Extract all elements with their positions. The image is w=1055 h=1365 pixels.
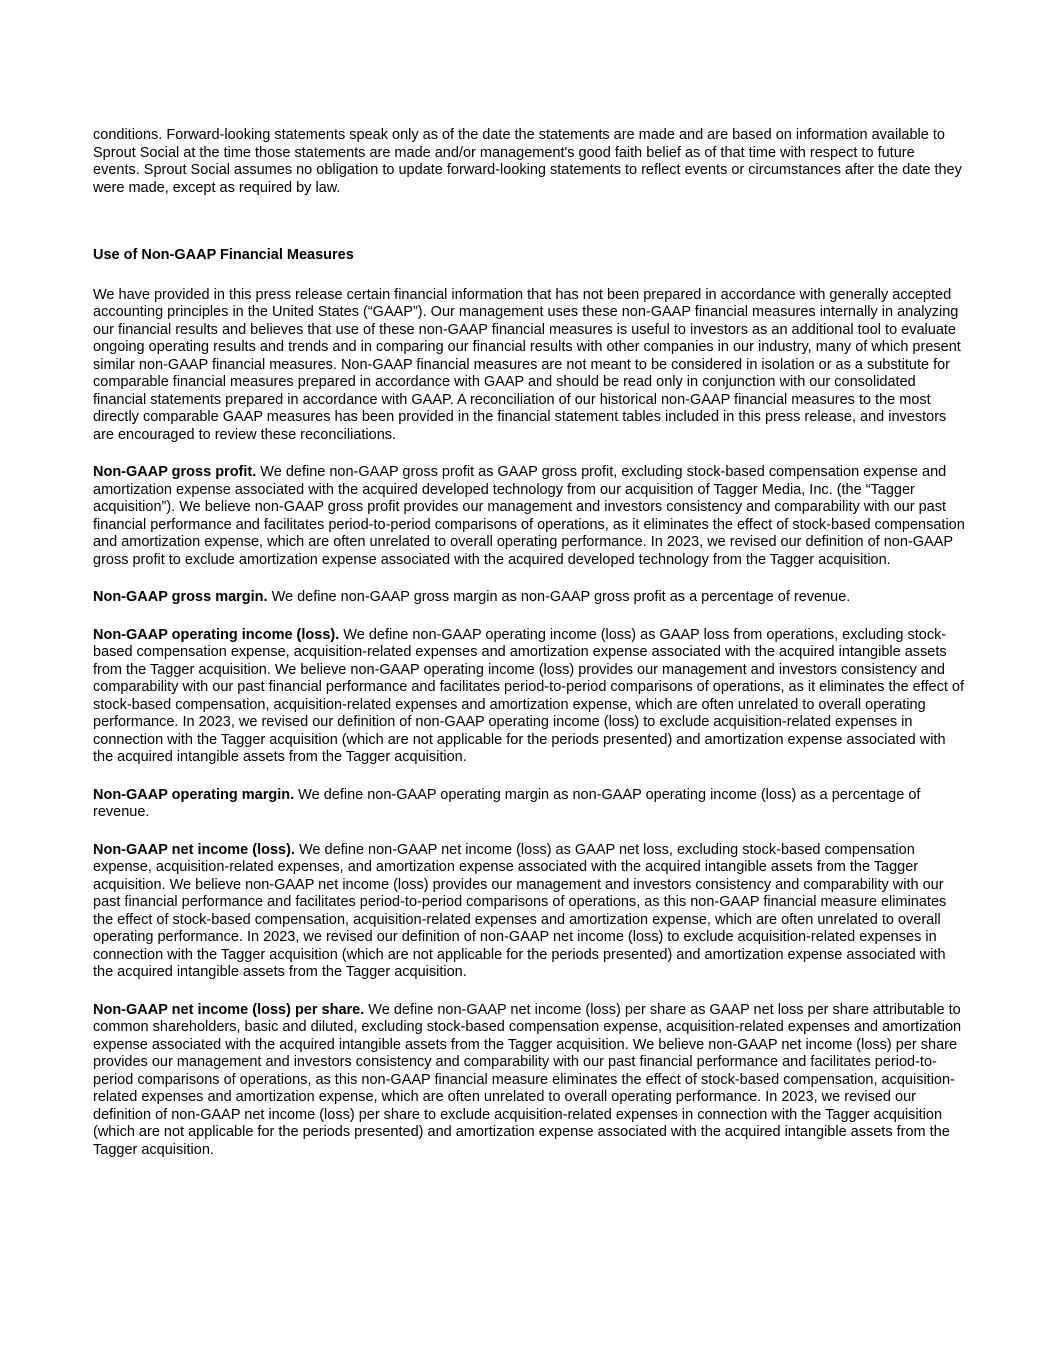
- definition-term: Non-GAAP gross profit.: [93, 464, 257, 480]
- definition-term: Non-GAAP operating margin.: [93, 786, 295, 803]
- definition-term: Non-GAAP gross margin.: [93, 589, 268, 605]
- definition-paragraph-net-income-per-share: [93, 1002, 965, 1160]
- definition-text: We define non-GAAP net income (loss) as GAAP net loss, excluding stock-based compensation expense, acquisition-related expenses, and amortization expense associated with the acquired intangible assets from the Tagger acquisition. We believe non-GAAP net income (loss) provides our management and investors consistency and comparability with our past financial performance and facilitates period-to-period comparisons of operations, as this non-GAAP financial measure eliminates the effect of stock-based compensation, acquisition-related expenses and amortization expense, which are often unrelated to overall operating performance. In 2023, we revised our definition of non-GAAP net income (loss) to exclude acquisition-related expenses in connection with the Tagger acquisition (which are not applicable for the periods presented) and amortization expense associated with the acquired intangible assets from the Tagger acquisition.: [93, 841, 947, 980]
- page-content: [93, 0, 965, 1179]
- definition-text: We define non-GAAP net income (loss) per share as GAAP net loss per share attributable to common shareholders, basic and diluted, excluding stock-based compensation expense, acquisition-related expenses and amortization expense associated with the acquired intangible assets from the Tagger acquisition. We believe non-GAAP net income (loss) per share provides our management and investors consistency and comparability with our past financial performance and facilitates period-to-period comparisons of operations, as this non-GAAP financial measure eliminates the effect of stock-based compensation, acquisition-related expenses and amortization expense, which are often unrelated to overall operating performance. In 2023, we revised our definition of non-GAAP net income (loss) per share to exclude acquisition-related expenses in connection with the Tagger acquisition (which are not applicable for the periods presented) and amortization expense associated with the acquired intangible assets from the Tagger acquisition.: [93, 1001, 962, 1158]
- definition-text: We define non-GAAP operating income (loss) as GAAP loss from operations, excluding stock-based compensation expense, acquisition-related expenses and amortization expense associated with the acquired intangible assets from the Tagger acquisition. We believe non-GAAP operating income (loss) provides our management and investors consistency and comparability with our past financial performance and facilitates period-to-period comparisons of operations, as it eliminates the effect of stock-based compensation, acquisition-related expenses and amortization expense, which are often unrelated to overall operating performance. In 2023, we revised our definition of non-GAAP operating income (loss) to exclude acquisition-related expenses in connection with the Tagger acquisition (which are not applicable for the periods presented) and amortization expense associated with the acquired intangible assets from the Tagger acquisition.: [93, 626, 964, 765]
- definition-text: We define non-GAAP operating margin as non-GAAP operating income (loss) as a percentage of revenue.: [93, 786, 921, 820]
- definition-term: Non-GAAP net income (loss) per share.: [93, 1001, 365, 1018]
- definition-term: Non-GAAP operating income (loss).: [93, 626, 340, 643]
- definition-term: Non-GAAP net income (loss).: [93, 841, 295, 858]
- section-heading: Use of Non-GAAP Financial Measures: [93, 247, 354, 263]
- definition-paragraph-gross-margin: [93, 589, 965, 607]
- overview-paragraph: We have provided in this press release certain financial information that has not been prepared in accordance with generally accepted accounting principles in the United States (“GAAP”). Our management uses these non-GAAP financial measures internally in analyzing our financial results and believes that use of these non-GAAP financial measures is useful to investors as an additional tool to evaluate ongoing operating results and trends and in comparing our financial results with other companies in our industry, many of which present similar non-GAAP financial measures. Non-GAAP financial measures are not meant to be considered in isolation or as a substitute for comparable financial measures prepared in accordance with GAAP and should be read only in conjunction with our consolidated financial statements prepared in accordance with GAAP. A reconciliation of our historical non-GAAP financial measures to the most directly comparable GAAP measures has been provided in the financial statement tables included in this press release, and investors are encouraged to review these reconciliations.: [93, 286, 961, 443]
- definition-paragraph-net-income: [93, 842, 965, 982]
- definition-text: We define non-GAAP gross margin as non-GAAP gross profit as a percentage of revenue.: [271, 589, 851, 605]
- definition-text: We define non-GAAP gross profit as GAAP gross profit, excluding stock-based compensation expense and amortization expense associated with the acquired developed technology from our acquisition of Tagger Media, Inc. (the “Tagger acquisition”). We believe non-GAAP gross profit provides our management and investors consistency and comparability with our past financial performance and facilitates period-to-period comparisons of operations, as it eliminates the effect of stock-based compensation and amortization expense, which are often unrelated to overall operating performance. In 2023, we revised our definition of non-GAAP gross profit to exclude amortization expense associated with the acquired developed technology from the Tagger acquisition.: [93, 464, 965, 568]
- definition-paragraph-operating-income: [93, 627, 965, 767]
- definition-paragraph-gross-profit: [93, 464, 965, 569]
- intro-paragraph: conditions. Forward-looking statements speak only as of the date the statements are made and are based on information available to Sprout Social at the time those statements are made and/or management's good faith belief as of that time with respect to future events. Sprout Social assumes no obligation to update forward-looking statements to reflect events or circumstances after the date they were made, except as required by law.: [93, 127, 962, 196]
- definition-paragraph-operating-margin: [93, 787, 965, 822]
